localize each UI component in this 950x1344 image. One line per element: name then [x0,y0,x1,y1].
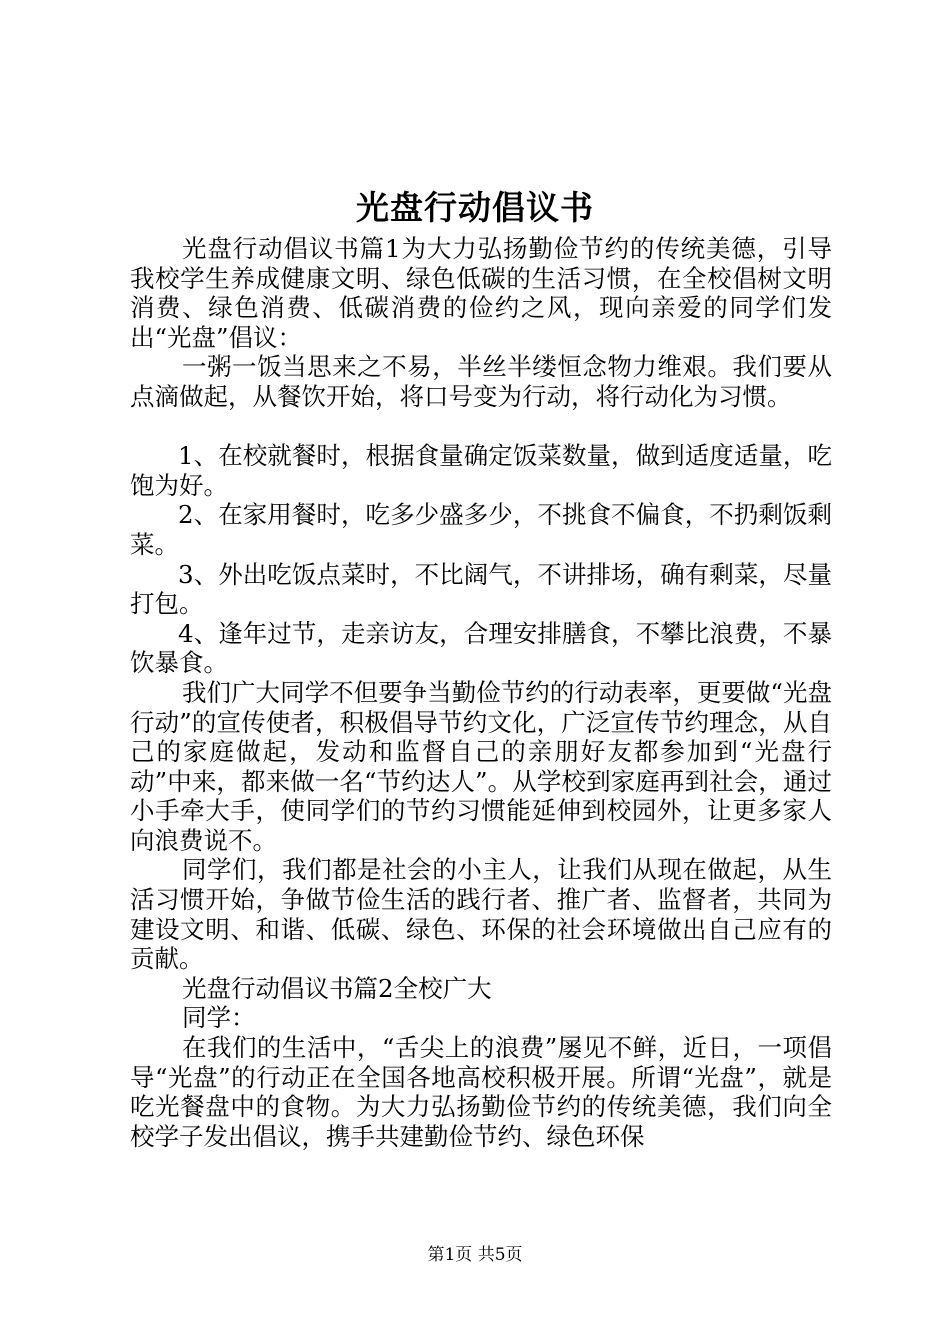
document-body [130,234,832,1151]
blank-line [130,412,832,442]
document-title: 光盘行动倡议书 [356,188,594,227]
paragraph: 光盘行动倡议书篇2全校广大 [182,973,492,1003]
list-item: 2、在家用餐时，吃多少盛多少，不挑食不偏食，不扔剩饭剩菜。 [130,500,832,559]
paragraph: 一粥一饭当思来之不易，半丝半缕恒念物力维艰。我们要从点滴做起，从餐饮开始，将口号变为行动，将行动化为习惯。 [130,352,832,411]
page-footer: 第1页 共5页 [427,1245,523,1265]
paragraph: 光盘行动倡议书篇1为大力弘扬勤俭节约的传统美德，引导我校学生养成健康文明、绿色低碳的生活习惯，在全校倡树文明消费、绿色消费、低碳消费的俭约之风，现向亲爱的同学们发出“光盘”倡议： [130,234,832,352]
list-item: 1、在校就餐时，根据食量确定饭菜数量，做到适度适量，吃饱为好。 [130,441,832,500]
list-item: 3、外出吃饭点菜时，不比阔气，不讲排场，确有剩菜，尽量打包。 [130,559,832,619]
list-item: 4、逢年过节，走亲访友，合理安排膳食，不攀比浪费，不暴饮暴食。 [130,618,832,678]
paragraph: 在我们的生活中，“舌尖上的浪费”屡见不鲜，近日，一项倡导“光盘”的行动正在全国各地高校积极开展。所谓“光盘”，就是吃光餐盘中的食物。为大力弘扬勤俭节约的传统美德，我们向全校学子发出倡议，携手共建勤俭节约、绿色环保 [130,1033,832,1151]
paragraph: 同学： [182,1003,256,1033]
paragraph: 我们广大同学不但要争当勤俭节约的行动表率，更要做“光盘行动”的宣传使者，积极倡导节约文化，广泛宣传节约理念，从自己的家庭做起，发动和监督自己的亲朋好友都参加到“光盘行动”中来，都来做一名“节约达人”。从学校到家庭再到社会，通过小手牵大手，使同学们的节约习惯能延伸到校园外，让更多家人向浪费说不。 [130,677,832,855]
paragraph: 同学们，我们都是社会的小主人，让我们从现在做起，从生活习惯开始，争做节俭生活的践行者、推广者、监督者，共同为建设文明、和谐、低碳、绿色、环保的社会环境做出自己应有的贡献。 [130,855,832,974]
